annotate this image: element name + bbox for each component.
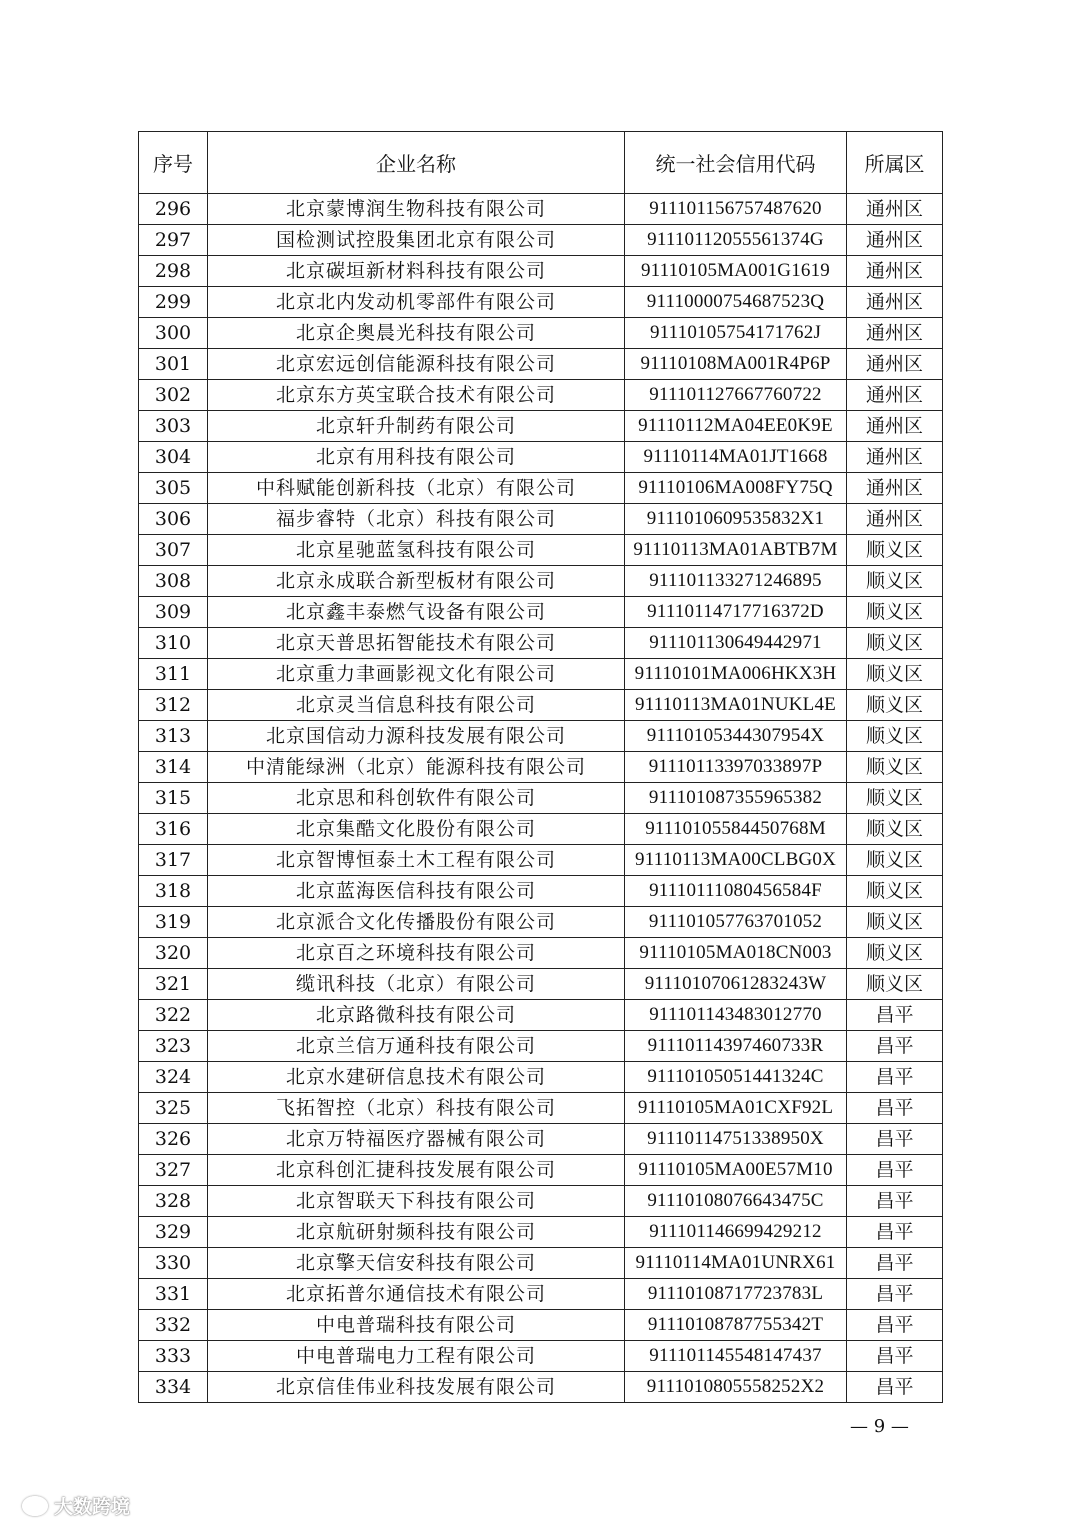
cell-district: 顺义区 (847, 628, 943, 659)
cell-index: 301 (139, 349, 208, 380)
cell-company-name: 北京东方英宝联合技术有限公司 (208, 380, 625, 411)
cell-district: 顺义区 (847, 969, 943, 1000)
cell-district: 顺义区 (847, 814, 943, 845)
table-row (139, 473, 943, 504)
cell-credit-code: 91110105MA001G1619 (625, 256, 847, 287)
cell-company-name: 缆讯科技（北京）有限公司 (208, 969, 625, 1000)
cell-district: 昌平 (847, 1000, 943, 1031)
cell-credit-code: 91110105754171762J (625, 318, 847, 349)
table-row (139, 1186, 943, 1217)
cell-district: 通州区 (847, 225, 943, 256)
cell-company-name: 北京信佳伟业科技发展有限公司 (208, 1372, 625, 1403)
cell-index: 317 (139, 845, 208, 876)
table-row (139, 256, 943, 287)
cell-credit-code: 9111010805558252X2 (625, 1372, 847, 1403)
cell-company-name: 北京擎天信安科技有限公司 (208, 1248, 625, 1279)
cell-credit-code: 91110105344307954X (625, 721, 847, 752)
cell-credit-code: 91110111080456584F (625, 876, 847, 907)
cell-credit-code: 91110112055561374G (625, 225, 847, 256)
watermark-logo-icon (22, 1496, 48, 1516)
cell-credit-code: 91110000754687523Q (625, 287, 847, 318)
table-row (139, 628, 943, 659)
cell-district: 通州区 (847, 194, 943, 225)
cell-company-name: 北京智博恒泰土木工程有限公司 (208, 845, 625, 876)
cell-credit-code: 91110101MA006HKX3H (625, 659, 847, 690)
cell-district: 昌平 (847, 1310, 943, 1341)
cell-company-name: 北京有用科技有限公司 (208, 442, 625, 473)
cell-credit-code: 911101133271246895 (625, 566, 847, 597)
cell-district: 通州区 (847, 287, 943, 318)
cell-district: 昌平 (847, 1062, 943, 1093)
header-company-name: 企业名称 (208, 132, 625, 194)
cell-index: 332 (139, 1310, 208, 1341)
cell-company-name: 北京兰信万通科技有限公司 (208, 1031, 625, 1062)
header-index: 序号 (139, 132, 208, 194)
cell-company-name: 福步睿特（北京）科技有限公司 (208, 504, 625, 535)
table-row (139, 1341, 943, 1372)
cell-credit-code: 9111010609535832X1 (625, 504, 847, 535)
table-row (139, 504, 943, 535)
table-row (139, 566, 943, 597)
cell-district: 顺义区 (847, 783, 943, 814)
cell-credit-code: 91110113MA00CLBG0X (625, 845, 847, 876)
cell-credit-code: 91110105MA01CXF92L (625, 1093, 847, 1124)
cell-company-name: 北京灵当信息科技有限公司 (208, 690, 625, 721)
cell-company-name: 北京蓝海医信科技有限公司 (208, 876, 625, 907)
table-row (139, 1310, 943, 1341)
table-row (139, 1093, 943, 1124)
table-row (139, 876, 943, 907)
cell-company-name: 中电普瑞电力工程有限公司 (208, 1341, 625, 1372)
cell-index: 319 (139, 907, 208, 938)
cell-credit-code: 911101130649442971 (625, 628, 847, 659)
cell-district: 顺义区 (847, 907, 943, 938)
cell-credit-code: 911101145548147437 (625, 1341, 847, 1372)
table-row (139, 1155, 943, 1186)
cell-credit-code: 91110105MA018CN003 (625, 938, 847, 969)
cell-company-name: 中电普瑞科技有限公司 (208, 1310, 625, 1341)
cell-district: 通州区 (847, 318, 943, 349)
header-district: 所属区 (847, 132, 943, 194)
cell-credit-code: 91110105MA00E57M10 (625, 1155, 847, 1186)
table-row (139, 907, 943, 938)
cell-company-name: 北京北内发动机零部件有限公司 (208, 287, 625, 318)
cell-district: 顺义区 (847, 938, 943, 969)
cell-district: 顺义区 (847, 659, 943, 690)
page-number: — 9 — (850, 1416, 909, 1437)
cell-credit-code: 911101143483012770 (625, 1000, 847, 1031)
cell-index: 322 (139, 1000, 208, 1031)
table-row (139, 659, 943, 690)
watermark (22, 1492, 130, 1519)
cell-company-name: 北京星驰蓝氢科技有限公司 (208, 535, 625, 566)
cell-district: 昌平 (847, 1093, 943, 1124)
table-row (139, 194, 943, 225)
cell-company-name: 北京宏远创信能源科技有限公司 (208, 349, 625, 380)
cell-credit-code: 91110108787755342T (625, 1310, 847, 1341)
table-header-row (139, 132, 943, 194)
table-row (139, 380, 943, 411)
cell-index: 307 (139, 535, 208, 566)
table-row (139, 1248, 943, 1279)
cell-district: 通州区 (847, 256, 943, 287)
cell-credit-code: 91110108717723783L (625, 1279, 847, 1310)
cell-index: 300 (139, 318, 208, 349)
cell-district: 通州区 (847, 349, 943, 380)
cell-index: 314 (139, 752, 208, 783)
cell-credit-code: 91110107061283243W (625, 969, 847, 1000)
cell-index: 333 (139, 1341, 208, 1372)
cell-company-name: 北京企奥晨光科技有限公司 (208, 318, 625, 349)
table-row (139, 938, 943, 969)
cell-company-name: 北京天普思拓智能技术有限公司 (208, 628, 625, 659)
cell-district: 顺义区 (847, 752, 943, 783)
table-row (139, 1000, 943, 1031)
cell-company-name: 国检测试控股集团北京有限公司 (208, 225, 625, 256)
cell-credit-code: 91110113MA01ABTB7M (625, 535, 847, 566)
table-row (139, 318, 943, 349)
cell-company-name: 北京轩升制药有限公司 (208, 411, 625, 442)
cell-company-name: 北京百之环境科技有限公司 (208, 938, 625, 969)
table-row (139, 535, 943, 566)
cell-district: 顺义区 (847, 721, 943, 752)
cell-district: 昌平 (847, 1248, 943, 1279)
table-row (139, 287, 943, 318)
cell-company-name: 中清能绿洲（北京）能源科技有限公司 (208, 752, 625, 783)
cell-company-name: 北京万特福医疗器械有限公司 (208, 1124, 625, 1155)
cell-district: 通州区 (847, 411, 943, 442)
table-row (139, 1372, 943, 1403)
cell-index: 331 (139, 1279, 208, 1310)
header-credit-code: 统一社会信用代码 (625, 132, 847, 194)
cell-company-name: 北京智联天下科技有限公司 (208, 1186, 625, 1217)
cell-district: 顺义区 (847, 876, 943, 907)
cell-credit-code: 91110114717716372D (625, 597, 847, 628)
cell-credit-code: 91110112MA04EE0K9E (625, 411, 847, 442)
cell-company-name: 北京碳垣新材料科技有限公司 (208, 256, 625, 287)
table-row (139, 845, 943, 876)
cell-index: 318 (139, 876, 208, 907)
cell-index: 306 (139, 504, 208, 535)
cell-district: 顺义区 (847, 535, 943, 566)
cell-index: 315 (139, 783, 208, 814)
cell-index: 310 (139, 628, 208, 659)
cell-credit-code: 91110108MA001R4P6P (625, 349, 847, 380)
watermark-text: 大数跨境 (54, 1496, 131, 1518)
cell-district: 昌平 (847, 1372, 943, 1403)
cell-credit-code: 91110113MA01NUKL4E (625, 690, 847, 721)
cell-company-name: 北京国信动力源科技发展有限公司 (208, 721, 625, 752)
cell-district: 顺义区 (847, 597, 943, 628)
cell-index: 305 (139, 473, 208, 504)
cell-company-name: 北京拓普尔通信技术有限公司 (208, 1279, 625, 1310)
cell-index: 297 (139, 225, 208, 256)
table-row (139, 1279, 943, 1310)
table-row (139, 442, 943, 473)
cell-credit-code: 91110108076643475C (625, 1186, 847, 1217)
cell-company-name: 北京蒙博润生物科技有限公司 (208, 194, 625, 225)
cell-index: 324 (139, 1062, 208, 1093)
cell-credit-code: 911101057763701052 (625, 907, 847, 938)
cell-credit-code: 91110105584450768M (625, 814, 847, 845)
cell-index: 313 (139, 721, 208, 752)
cell-company-name: 北京集酷文化股份有限公司 (208, 814, 625, 845)
table-row (139, 1217, 943, 1248)
cell-index: 328 (139, 1186, 208, 1217)
cell-credit-code: 91110105051441324C (625, 1062, 847, 1093)
cell-index: 304 (139, 442, 208, 473)
cell-index: 323 (139, 1031, 208, 1062)
cell-company-name: 北京鑫丰泰燃气设备有限公司 (208, 597, 625, 628)
cell-district: 通州区 (847, 442, 943, 473)
cell-index: 299 (139, 287, 208, 318)
table-row (139, 721, 943, 752)
cell-credit-code: 911101146699429212 (625, 1217, 847, 1248)
cell-company-name: 北京思和科创软件有限公司 (208, 783, 625, 814)
cell-company-name: 北京科创汇捷科技发展有限公司 (208, 1155, 625, 1186)
cell-district: 昌平 (847, 1217, 943, 1248)
cell-credit-code: 91110114751338950X (625, 1124, 847, 1155)
cell-index: 298 (139, 256, 208, 287)
cell-credit-code: 91110106MA008FY75Q (625, 473, 847, 504)
cell-credit-code: 911101127667760722 (625, 380, 847, 411)
cell-index: 321 (139, 969, 208, 1000)
cell-company-name: 北京派合文化传播股份有限公司 (208, 907, 625, 938)
cell-company-name: 北京航研射频科技有限公司 (208, 1217, 625, 1248)
cell-index: 296 (139, 194, 208, 225)
cell-index: 320 (139, 938, 208, 969)
table-row (139, 814, 943, 845)
cell-company-name: 飞拓智控（北京）科技有限公司 (208, 1093, 625, 1124)
cell-credit-code: 911101156757487620 (625, 194, 847, 225)
cell-index: 302 (139, 380, 208, 411)
cell-index: 303 (139, 411, 208, 442)
table-row (139, 969, 943, 1000)
cell-company-name: 北京重力聿画影视文化有限公司 (208, 659, 625, 690)
cell-index: 329 (139, 1217, 208, 1248)
cell-company-name: 北京路微科技有限公司 (208, 1000, 625, 1031)
cell-credit-code: 91110114MA01UNRX61 (625, 1248, 847, 1279)
cell-district: 昌平 (847, 1279, 943, 1310)
table-row (139, 1031, 943, 1062)
table-row (139, 225, 943, 256)
cell-district: 昌平 (847, 1031, 943, 1062)
cell-index: 326 (139, 1124, 208, 1155)
cell-district: 通州区 (847, 380, 943, 411)
cell-district: 昌平 (847, 1341, 943, 1372)
cell-credit-code: 91110114MA01JT1668 (625, 442, 847, 473)
cell-company-name: 中科赋能创新科技（北京）有限公司 (208, 473, 625, 504)
cell-credit-code: 911101087355965382 (625, 783, 847, 814)
cell-district: 顺义区 (847, 845, 943, 876)
cell-credit-code: 91110114397460733R (625, 1031, 847, 1062)
table-row (139, 411, 943, 442)
cell-index: 316 (139, 814, 208, 845)
table-row (139, 1124, 943, 1155)
cell-company-name: 北京水建研信息技术有限公司 (208, 1062, 625, 1093)
cell-district: 通州区 (847, 473, 943, 504)
cell-index: 330 (139, 1248, 208, 1279)
cell-company-name: 北京永成联合新型板材有限公司 (208, 566, 625, 597)
company-table (138, 131, 943, 1403)
cell-district: 昌平 (847, 1124, 943, 1155)
table-row (139, 597, 943, 628)
table-row (139, 783, 943, 814)
cell-district: 通州区 (847, 504, 943, 535)
cell-index: 308 (139, 566, 208, 597)
cell-index: 334 (139, 1372, 208, 1403)
cell-credit-code: 91110113397033897P (625, 752, 847, 783)
cell-index: 312 (139, 690, 208, 721)
cell-index: 309 (139, 597, 208, 628)
table-row (139, 349, 943, 380)
cell-district: 顺义区 (847, 566, 943, 597)
cell-district: 昌平 (847, 1186, 943, 1217)
table-row (139, 752, 943, 783)
cell-district: 顺义区 (847, 690, 943, 721)
cell-index: 325 (139, 1093, 208, 1124)
cell-district: 昌平 (847, 1155, 943, 1186)
table-row (139, 690, 943, 721)
cell-index: 327 (139, 1155, 208, 1186)
cell-index: 311 (139, 659, 208, 690)
table-row (139, 1062, 943, 1093)
